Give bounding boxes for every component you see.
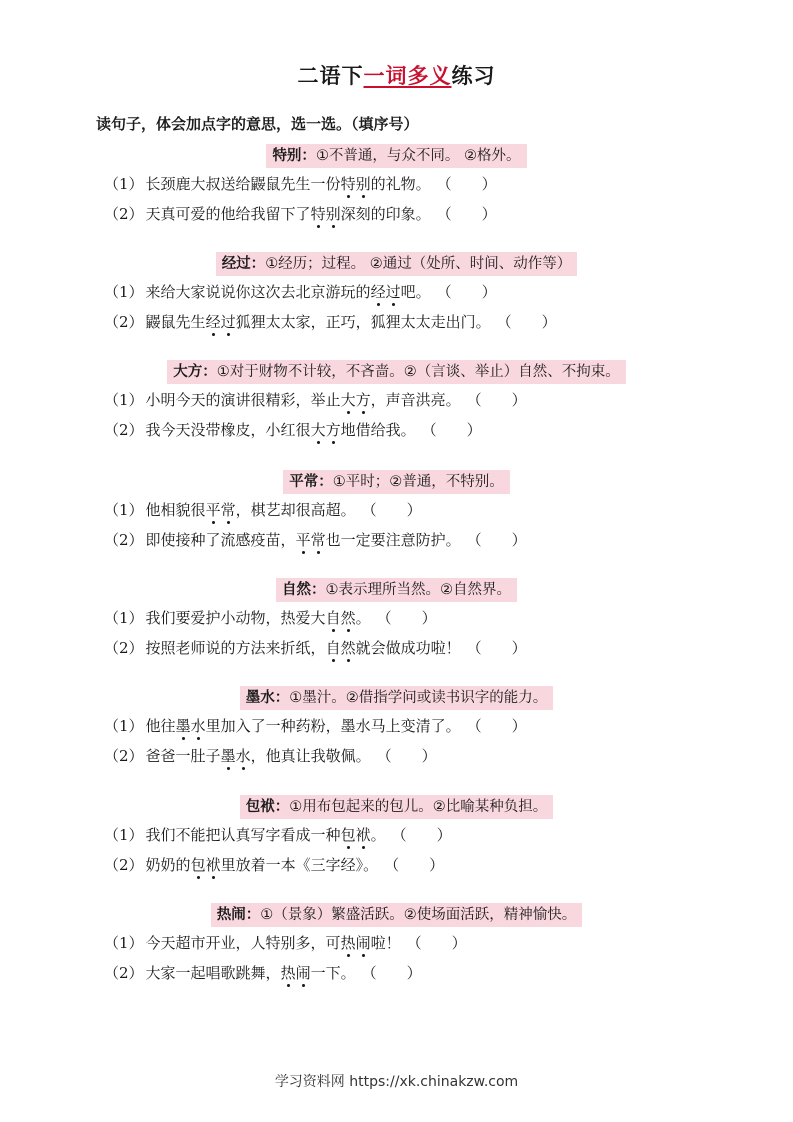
dotted-word xyxy=(341,175,371,193)
sentence-number: （2） xyxy=(104,205,144,223)
definition-row xyxy=(0,252,793,276)
dotted-char: 闹 xyxy=(295,964,311,982)
dotted-char: 然 xyxy=(340,609,356,627)
sentence-text: 按照老师说的方法来折纸， xyxy=(145,639,326,657)
definition-text: ①经历；过程。 ②通过（处所、时间、动作等） xyxy=(265,256,572,272)
answer-blank[interactable]: （ ） xyxy=(376,609,437,627)
dotted-char: 闹 xyxy=(355,934,371,952)
sentence-line xyxy=(104,282,497,302)
sentence-text: 。 xyxy=(370,826,386,844)
dotted-word xyxy=(311,421,341,439)
definition-word: 大方： xyxy=(173,364,217,380)
dotted-char: 袱 xyxy=(205,856,221,874)
sentence-text: 来给大家说说你这次去北京游玩的 xyxy=(145,283,371,301)
sentence-number: （2） xyxy=(104,964,144,982)
sentence-text: ，棋艺却很高超。 xyxy=(235,501,356,519)
sentence-number: （1） xyxy=(104,934,144,952)
sentence-number: （1） xyxy=(104,501,144,519)
dotted-char: 水 xyxy=(235,747,251,765)
sentence-text: ，他真让我敬佩。 xyxy=(250,747,371,765)
definition-word: 特别： xyxy=(272,148,316,164)
dotted-word xyxy=(311,205,341,223)
sentence-text: 我们不能把认真写字看成一种 xyxy=(145,826,341,844)
sentence-text: 我今天没带橡皮，小红很 xyxy=(145,421,311,439)
title-prefix: 二语下 xyxy=(297,64,364,88)
dotted-char: 别 xyxy=(325,205,341,223)
answer-blank[interactable]: （ ） xyxy=(436,205,497,223)
sentence-number: （1） xyxy=(104,391,144,409)
sentence-line xyxy=(104,746,437,766)
sentence-line xyxy=(104,716,527,736)
dotted-char: 包 xyxy=(340,826,356,844)
definition-text: ①平时；②普通，不特别。 xyxy=(332,474,504,490)
sentence-text: 狐狸太太家，正巧，狐狸太太走出门。 xyxy=(235,313,491,331)
sentence-text: 地借给我。 xyxy=(340,421,416,439)
sentence-text: ，声音洪亮。 xyxy=(370,391,461,409)
sentence-text: 他相貌很 xyxy=(145,501,206,519)
dotted-char: 经 xyxy=(205,313,221,331)
footer: 学习资料网 https://xk.chinakzw.com xyxy=(274,1074,519,1090)
definition-box xyxy=(266,144,526,168)
dotted-char: 方 xyxy=(355,391,371,409)
sentence-number: （2） xyxy=(104,313,144,331)
sentence-line xyxy=(104,204,497,224)
definition-text: ①不普通，与众不同。 ②格外。 xyxy=(315,148,521,164)
definition-text: ①用布包起来的包儿。②比喻某种负担。 xyxy=(289,799,548,815)
sentence-text: 他往 xyxy=(145,717,176,735)
definition-row xyxy=(0,144,793,168)
dotted-word xyxy=(326,609,356,627)
sentence-line xyxy=(104,530,527,550)
sentence-line xyxy=(104,174,497,194)
definition-word: 自然： xyxy=(282,582,326,598)
answer-blank[interactable]: （ ） xyxy=(384,856,445,874)
definition-word: 包袱： xyxy=(245,799,290,815)
answer-blank[interactable]: （ ） xyxy=(391,826,452,844)
sentence-text: 的礼物。 xyxy=(370,175,431,193)
definition-box xyxy=(167,360,626,384)
sentence-text: 长颈鹿大叔送给鼹鼠先生一份 xyxy=(145,175,341,193)
sentence-text: 里放着一本《三字经》。 xyxy=(220,856,379,874)
answer-blank[interactable]: （ ） xyxy=(466,531,527,549)
dotted-word xyxy=(191,856,221,874)
sentence-number: （1） xyxy=(104,826,144,844)
sentence-number: （1） xyxy=(104,175,144,193)
dotted-word xyxy=(341,826,371,844)
dotted-char: 方 xyxy=(325,421,341,439)
sentence-number: （1） xyxy=(104,717,144,735)
sentence-text: 一下。 xyxy=(310,964,356,982)
sentence-text: 今天超市开业，人特别多，可 xyxy=(145,934,341,952)
dotted-word xyxy=(296,531,326,549)
dotted-char: 自 xyxy=(325,609,341,627)
sentence-line xyxy=(104,312,557,332)
definition-text: ①表示理所当然。②自然界。 xyxy=(325,582,511,598)
dotted-char: 特 xyxy=(340,175,356,193)
title-highlight: 一词多义 xyxy=(363,64,452,88)
answer-blank[interactable]: （ ） xyxy=(466,717,527,735)
definition-box xyxy=(283,470,510,494)
sentence-line xyxy=(104,825,452,845)
definition-word: 热闹： xyxy=(216,907,261,923)
instruction: 读句子，体会加点字的意思，选一选。（填序号） xyxy=(96,115,419,133)
answer-blank[interactable]: （ ） xyxy=(406,934,467,952)
definition-row xyxy=(0,578,793,602)
dotted-word xyxy=(341,934,371,952)
sentence-line xyxy=(104,500,422,520)
dotted-char: 大 xyxy=(340,391,356,409)
dotted-word xyxy=(371,283,401,301)
sentence-number: （2） xyxy=(104,639,144,657)
definition-text: ①（景象）繁盛活跃。②使场面活跃，精神愉快。 xyxy=(260,907,577,923)
sentence-line xyxy=(104,855,444,875)
definition-word: 墨水： xyxy=(245,690,290,706)
dotted-word xyxy=(341,391,371,409)
sentence-text: 鼹鼠先生 xyxy=(145,313,206,331)
definition-box xyxy=(216,252,578,276)
sentence-line xyxy=(104,390,527,410)
dotted-char: 平 xyxy=(295,531,311,549)
sentence-text: 小明今天的演讲很精彩，举止 xyxy=(145,391,341,409)
sentence-number: （2） xyxy=(104,856,144,874)
definition-box xyxy=(240,686,554,710)
dotted-char: 自 xyxy=(325,639,341,657)
sentence-text: 爸爸一肚子 xyxy=(145,747,221,765)
answer-blank[interactable]: （ ） xyxy=(361,501,422,519)
dotted-char: 过 xyxy=(385,283,401,301)
dotted-word xyxy=(326,639,356,657)
definition-text: ①对于财物不计较，不吝啬。②（言谈、举止）自然、不拘束。 xyxy=(216,364,620,380)
definition-row xyxy=(0,903,793,927)
definition-text: ①墨汁。②借指学问或读书识字的能力。 xyxy=(289,690,548,706)
dotted-word xyxy=(176,717,206,735)
answer-blank[interactable]: （ ） xyxy=(496,313,557,331)
dotted-char: 大 xyxy=(310,421,326,439)
definition-word: 平常： xyxy=(289,474,333,490)
definition-row xyxy=(0,686,793,710)
sentence-text: 啦！ xyxy=(370,934,401,952)
answer-blank[interactable]: （ ） xyxy=(421,421,482,439)
sentence-text: 我们要爱护小动物，热爱大 xyxy=(145,609,326,627)
dotted-word xyxy=(206,501,236,519)
sentence-number: （2） xyxy=(104,531,144,549)
dotted-char: 别 xyxy=(355,175,371,193)
title-suffix: 练习 xyxy=(451,64,496,88)
sentence-number: （2） xyxy=(104,747,144,765)
sentence-line xyxy=(104,638,527,658)
dotted-char: 包 xyxy=(190,856,206,874)
sentence-text: 就会做成功啦！ xyxy=(355,639,461,657)
sentence-line xyxy=(104,933,467,953)
sentence-text: 天真可爱的他给我留下了 xyxy=(145,205,311,223)
sentence-line xyxy=(104,608,437,628)
sentence-text: 奶奶的 xyxy=(145,856,191,874)
sentence-text: 大家一起唱歌跳舞， xyxy=(145,964,281,982)
definition-row xyxy=(0,470,793,494)
sentence-line xyxy=(104,420,482,440)
dotted-word xyxy=(206,313,236,331)
answer-blank[interactable]: （ ） xyxy=(436,175,497,193)
dotted-char: 经 xyxy=(370,283,386,301)
definition-box xyxy=(211,903,583,927)
dotted-char: 墨 xyxy=(220,747,236,765)
dotted-char: 常 xyxy=(220,501,236,519)
answer-blank[interactable]: （ ） xyxy=(361,964,422,982)
dotted-char: 热 xyxy=(340,934,356,952)
dotted-char: 常 xyxy=(310,531,326,549)
dotted-word xyxy=(221,747,251,765)
definition-box xyxy=(240,795,554,819)
answer-blank[interactable]: （ ） xyxy=(466,391,527,409)
sentence-line xyxy=(104,963,422,983)
sentence-number: （2） xyxy=(104,421,144,439)
answer-blank[interactable]: （ ） xyxy=(376,747,437,765)
sentence-text: 。 xyxy=(355,609,371,627)
definition-row xyxy=(0,360,793,384)
dotted-char: 特 xyxy=(310,205,326,223)
definition-box xyxy=(276,578,517,602)
dotted-char: 墨 xyxy=(175,717,191,735)
definition-row xyxy=(0,795,793,819)
sentence-text: 即使接种了流感疫苗， xyxy=(145,531,296,549)
dotted-char: 平 xyxy=(205,501,221,519)
sentence-text: 深刻的印象。 xyxy=(340,205,431,223)
sentence-text: 里加入了一种药粉，墨水马上变清了。 xyxy=(205,717,461,735)
page-title xyxy=(0,60,793,90)
sentence-text: 也一定要注意防护。 xyxy=(325,531,461,549)
dotted-char: 水 xyxy=(190,717,206,735)
answer-blank[interactable]: （ ） xyxy=(436,283,497,301)
sentence-number: （1） xyxy=(104,609,144,627)
dotted-char: 然 xyxy=(340,639,356,657)
dotted-char: 过 xyxy=(220,313,236,331)
definition-word: 经过： xyxy=(221,256,266,272)
sentence-text: 吧。 xyxy=(400,283,431,301)
dotted-word xyxy=(281,964,311,982)
dotted-char: 袱 xyxy=(355,826,371,844)
answer-blank[interactable]: （ ） xyxy=(466,639,527,657)
sentence-number: （1） xyxy=(104,283,144,301)
dotted-char: 热 xyxy=(280,964,296,982)
